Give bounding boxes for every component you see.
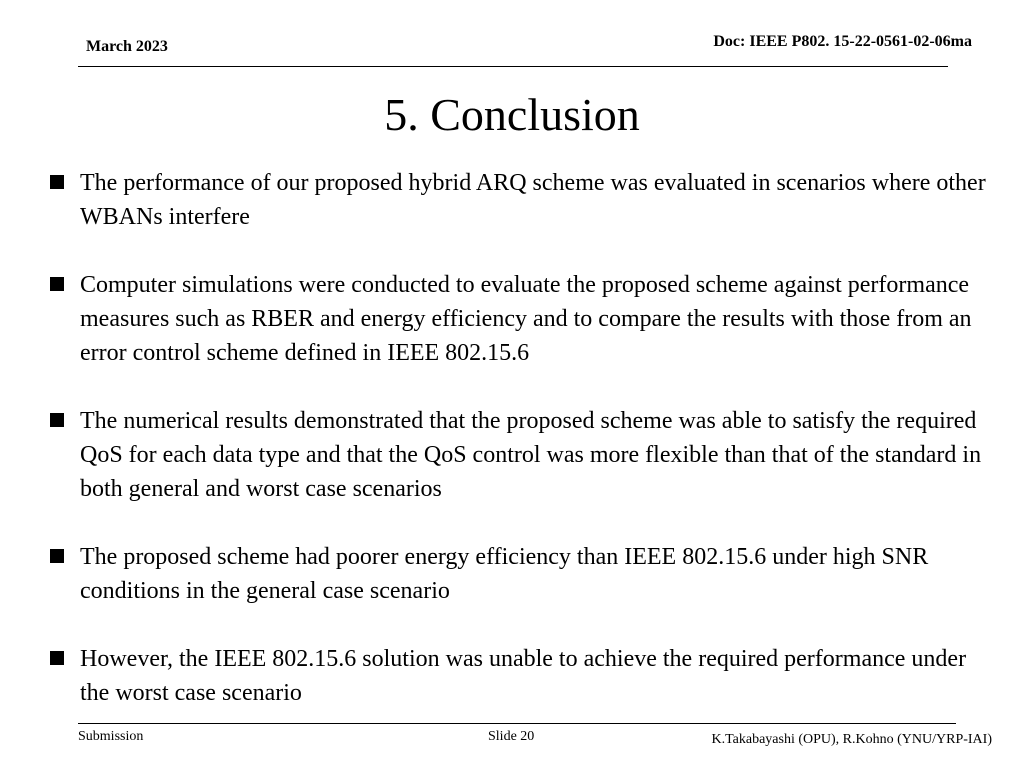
footer-divider: [78, 723, 956, 724]
bullet-item: [48, 268, 998, 370]
bullet-item: [48, 166, 998, 234]
bullet-text: The proposed scheme had poorer energy efficiency than IEEE 802.15.6 under high SNR conditions in the general case scenario: [80, 544, 929, 604]
bullet-text: Computer simulations were conducted to evaluate the proposed scheme against performance measures such as RBER and energy efficiency and to compare the results with those from an error control scheme defined in IEEE 802.15.6: [80, 272, 972, 366]
header-document-id: Doc: IEEE P802. 15-22-0561-02-06ma: [713, 33, 972, 50]
footer-authors: K.Takabayashi (OPU), R.Kohno (YNU/YRP-IAI): [711, 732, 992, 747]
bullet-item: [48, 642, 998, 710]
footer-slide-number: Slide 20: [488, 729, 535, 744]
header-date: March 2023: [86, 38, 168, 55]
header-divider: [78, 66, 948, 67]
square-bullet-icon: [50, 413, 64, 427]
bullet-item: [48, 540, 998, 608]
bullet-text: The performance of our proposed hybrid ARQ scheme was evaluated in scenarios where other WBANs interfere: [80, 170, 986, 230]
square-bullet-icon: [50, 549, 64, 563]
bullet-text: However, the IEEE 802.15.6 solution was unable to achieve the required performance under the worst case scenario: [80, 646, 967, 706]
bullet-item: [48, 404, 998, 506]
footer-submission: Submission: [78, 729, 144, 744]
conclusion-bullet-list: [48, 166, 998, 744]
slide-title: 5. Conclusion: [384, 89, 640, 140]
square-bullet-icon: [50, 277, 64, 291]
square-bullet-icon: [50, 175, 64, 189]
square-bullet-icon: [50, 651, 64, 665]
bullet-text: The numerical results demonstrated that the proposed scheme was able to satisfy the required QoS for each data type and that the QoS control was more flexible than that of the standard in both general and worst case scenarios: [80, 408, 982, 502]
